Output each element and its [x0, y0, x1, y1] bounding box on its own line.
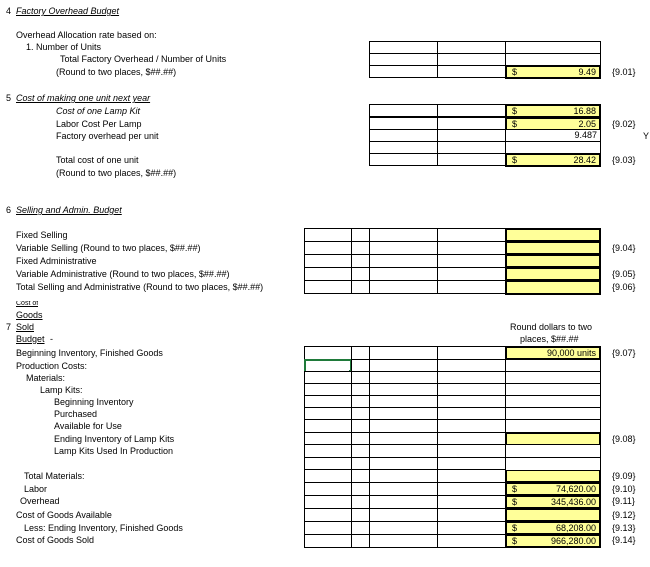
s6-r3-a[interactable] [304, 254, 352, 268]
s6-r1-d[interactable] [437, 228, 506, 242]
s7-grid-cell-r15-c0[interactable] [304, 534, 352, 548]
s7-grid-cell-r13-c2[interactable] [369, 508, 438, 522]
s6-r1-c[interactable] [369, 228, 438, 242]
s7-grid-cell-r0-c3[interactable] [437, 346, 506, 360]
section-6-title: Selling and Admin. Budget [16, 205, 122, 215]
s7-grid-cell-r8-c1[interactable] [351, 444, 370, 458]
s6-r5-d[interactable] [437, 280, 506, 294]
s4-input-a3[interactable] [369, 65, 438, 78]
labor-value: 74,620.00 [555, 484, 596, 494]
s6-r2-b[interactable] [351, 241, 370, 255]
labor-cell[interactable] [505, 482, 601, 496]
s6-r3-d[interactable] [437, 254, 506, 268]
s6-r5-c[interactable] [369, 280, 438, 294]
overhead-cell[interactable] [505, 495, 601, 509]
s7-grid-cell-r14-c3[interactable] [437, 521, 506, 535]
lamp-kit-cost-cell[interactable] [505, 104, 601, 118]
s7-grid-cell-r15-c1[interactable] [351, 534, 370, 548]
s6-r4-a[interactable] [304, 267, 352, 281]
section-7-title-goods: Goods [16, 310, 43, 320]
code-9-14: {9.14} [612, 535, 636, 545]
cost-of-goods-sold-value: 966,280.00 [550, 536, 596, 546]
factory-overhead-unit-label: Factory overhead per unit [56, 131, 159, 141]
s6-r4-b[interactable] [351, 267, 370, 281]
code-9-07: {9.07} [612, 348, 636, 358]
s6-r2-c[interactable] [369, 241, 438, 255]
s7-grid-cell-r6-c1[interactable] [351, 419, 370, 433]
lk-beginning-inventory-label: Beginning Inventory [54, 397, 134, 407]
section-6-number: 6 [6, 205, 12, 215]
cogs-available-cell[interactable] [505, 508, 601, 522]
total-cost-round-note: (Round to two places, $##.##) [56, 168, 177, 178]
s7-grid-cell-r0-c0[interactable] [304, 346, 352, 360]
s7-grid-cell-r14-c2[interactable] [369, 521, 438, 535]
overhead-label: Overhead [20, 496, 60, 506]
s7-grid-cell-r12-c2[interactable] [369, 495, 438, 509]
total-cost-unit-value: 28.42 [573, 155, 596, 165]
total-materials-label: Total Materials: [24, 471, 85, 481]
currency-symbol: $ [512, 155, 518, 165]
overhead-rate-value: 9.49 [578, 67, 596, 77]
s7-grid-cell-r6-c0[interactable] [304, 419, 352, 433]
materials-label: Materials: [26, 373, 66, 383]
labor-label: Labor [24, 484, 48, 494]
beginning-inventory-fg-cell[interactable] [505, 346, 601, 360]
s7-grid-cell-r10-c0[interactable] [304, 469, 352, 483]
total-cost-unit-label: Total cost of one unit [56, 155, 139, 165]
s7-grid-cell-r6-c4[interactable] [505, 419, 601, 433]
code-9-13: {9.13} [612, 523, 636, 533]
s6-r4-d[interactable] [437, 267, 506, 281]
section-7-number: 7 [6, 322, 12, 332]
overhead-rate-cell[interactable] [505, 65, 601, 79]
total-selling-admin-label: Total Selling and Administrative (Round to two places, $##.##) [16, 282, 264, 292]
section-5-number: 5 [6, 93, 12, 103]
production-costs-label: Production Costs: [16, 361, 88, 371]
section-7-title-sold: Sold [16, 322, 35, 332]
beginning-inventory-fg-label: Beginning Inventory, Finished Goods [16, 348, 163, 358]
lk-available-label: Available for Use [54, 421, 122, 431]
s7-grid-cell-r0-c1[interactable] [351, 346, 370, 360]
s7-grid-cell-r10-c1[interactable] [351, 469, 370, 483]
lamp-kits-label: Lamp Kits: [40, 385, 83, 395]
s4-input-b3[interactable] [437, 65, 506, 78]
code-9-05: {9.05} [612, 269, 636, 279]
round-note-label: (Round to two places, $##.##) [56, 67, 177, 77]
section-7-title-dash: - [50, 334, 53, 344]
s5-input-b5[interactable] [437, 153, 506, 166]
s7-grid-cell-r6-c2[interactable] [369, 419, 438, 433]
cogs-available-label: Cost of Goods Available [16, 510, 112, 520]
s7-grid-cell-r8-c0[interactable] [304, 444, 352, 458]
s6-r1-a[interactable] [304, 228, 352, 242]
overhead-value: 345,436.00 [550, 497, 596, 507]
currency-symbol: $ [512, 484, 518, 494]
code-9-11: {9.11} [612, 496, 635, 506]
less-ending-inventory-cell[interactable] [505, 521, 601, 535]
s7-grid-cell-r0-c2[interactable] [369, 346, 438, 360]
lk-purchased-label: Purchased [54, 409, 98, 419]
less-ending-inventory-value: 68,208.00 [555, 523, 596, 533]
code-9-12: {9.12} [612, 510, 636, 520]
s6-r3-c[interactable] [369, 254, 438, 268]
s7-grid-cell-r10-c3[interactable] [437, 469, 506, 483]
currency-symbol: $ [512, 523, 518, 533]
variable-admin-label: Variable Administrative (Round to two places, $##.##) [16, 269, 230, 279]
code-9-10: {9.10} [612, 484, 636, 494]
s7-grid-cell-r14-c0[interactable] [304, 521, 352, 535]
overhead-allocation-label: Overhead Allocation rate based on: [16, 30, 157, 40]
s6-r5-a[interactable] [304, 280, 352, 294]
s7-grid-cell-r11-c3[interactable] [437, 482, 506, 496]
s5-input-a5[interactable] [369, 153, 438, 166]
lamp-kit-cost-value: 16.88 [573, 106, 596, 116]
cost-of-goods-sold-label: Cost of Goods Sold [16, 535, 95, 545]
currency-symbol: $ [512, 497, 518, 507]
factory-overhead-unit-value: 9.487 [574, 130, 597, 140]
section-5-title: Cost of making one unit next year [16, 93, 151, 103]
s7-grid-cell-r8-c3[interactable] [437, 444, 506, 458]
s6-r2-d[interactable] [437, 241, 506, 255]
labor-cost-value: 2.05 [578, 119, 596, 129]
code-9-08: {9.08} [612, 434, 636, 444]
total-selling-admin-cell[interactable] [505, 280, 601, 295]
section-7-title-budget: Budget [16, 334, 45, 344]
fixed-selling-label: Fixed Selling [16, 230, 68, 240]
s7-grid-cell-r6-c3[interactable] [437, 419, 506, 433]
section-4-title: Factory Overhead Budget [16, 6, 120, 16]
round-dollars-note-2: places, $##.## [520, 334, 579, 344]
s5-input-b1[interactable] [437, 104, 506, 117]
section-4-number: 4 [6, 6, 12, 16]
formula-label: Total Factory Overhead / Number of Units [60, 54, 227, 64]
s7-grid-cell-r9-c4[interactable] [505, 457, 601, 471]
s7-grid-cell-r11-c1[interactable] [351, 482, 370, 496]
code-9-01: {9.01} [612, 67, 636, 77]
variable-admin-cell[interactable] [505, 267, 601, 281]
s6-r1-b[interactable] [351, 228, 370, 242]
clipped-edge-text: Y [643, 131, 650, 141]
lk-ending-inventory-label: Ending Inventory of Lamp Kits [54, 434, 175, 444]
labor-cost-label: Labor Cost Per Lamp [56, 119, 142, 129]
fixed-admin-cell[interactable] [505, 254, 601, 268]
s7-grid-cell-r13-c3[interactable] [437, 508, 506, 522]
s7-grid-cell-r8-c2[interactable] [369, 444, 438, 458]
currency-symbol: $ [512, 106, 518, 116]
s7-grid-cell-r11-c2[interactable] [369, 482, 438, 496]
lk-used-label: Lamp Kits Used In Production [54, 446, 174, 456]
number-of-units-label: 1. Number of Units [26, 42, 102, 52]
s7-grid-cell-r12-c1[interactable] [351, 495, 370, 509]
s7-grid-cell-r12-c3[interactable] [437, 495, 506, 509]
s6-r3-b[interactable] [351, 254, 370, 268]
round-dollars-note-1: Round dollars to two [510, 322, 593, 332]
s7-grid-cell-r11-c0[interactable] [304, 482, 352, 496]
s7-grid-cell-r15-c3[interactable] [437, 534, 506, 548]
code-9-03: {9.03} [612, 155, 636, 165]
section-7-title-clipped: Cost of [16, 301, 39, 307]
code-9-06: {9.06} [612, 282, 636, 292]
s5-input-a1[interactable] [369, 104, 438, 117]
s6-r2-a[interactable] [304, 241, 352, 255]
currency-symbol: $ [512, 536, 518, 546]
fixed-admin-label: Fixed Administrative [16, 256, 97, 266]
variable-selling-cell[interactable] [505, 241, 601, 255]
fixed-selling-cell[interactable] [505, 228, 601, 242]
code-9-04: {9.04} [612, 243, 636, 253]
less-ending-inventory-label: Less: Ending Inventory, Finished Goods [24, 523, 183, 533]
s7-grid-cell-r8-c4[interactable] [505, 444, 601, 458]
currency-symbol: $ [512, 119, 518, 129]
s7-grid-cell-r13-c0[interactable] [304, 508, 352, 522]
s7-grid-cell-r15-c2[interactable] [369, 534, 438, 548]
s6-r4-c[interactable] [369, 267, 438, 281]
code-9-02: {9.02} [612, 119, 636, 129]
s6-r5-b[interactable] [351, 280, 370, 294]
code-9-09: {9.09} [612, 471, 636, 481]
s7-grid-cell-r10-c2[interactable] [369, 469, 438, 483]
variable-selling-label: Variable Selling (Round to two places, $##.##) [16, 243, 201, 253]
currency-symbol: $ [512, 67, 518, 77]
cost-of-goods-sold-cell[interactable] [505, 534, 601, 548]
s7-grid-cell-r13-c1[interactable] [351, 508, 370, 522]
beginning-inventory-fg-value: 90,000 units [546, 348, 596, 358]
s7-grid-cell-r14-c1[interactable] [351, 521, 370, 535]
total-materials-cell[interactable] [505, 469, 601, 483]
lamp-kit-cost-label: Cost of one Lamp Kit [56, 106, 141, 116]
s7-grid-cell-r12-c0[interactable] [304, 495, 352, 509]
total-cost-unit-cell[interactable] [505, 153, 601, 167]
